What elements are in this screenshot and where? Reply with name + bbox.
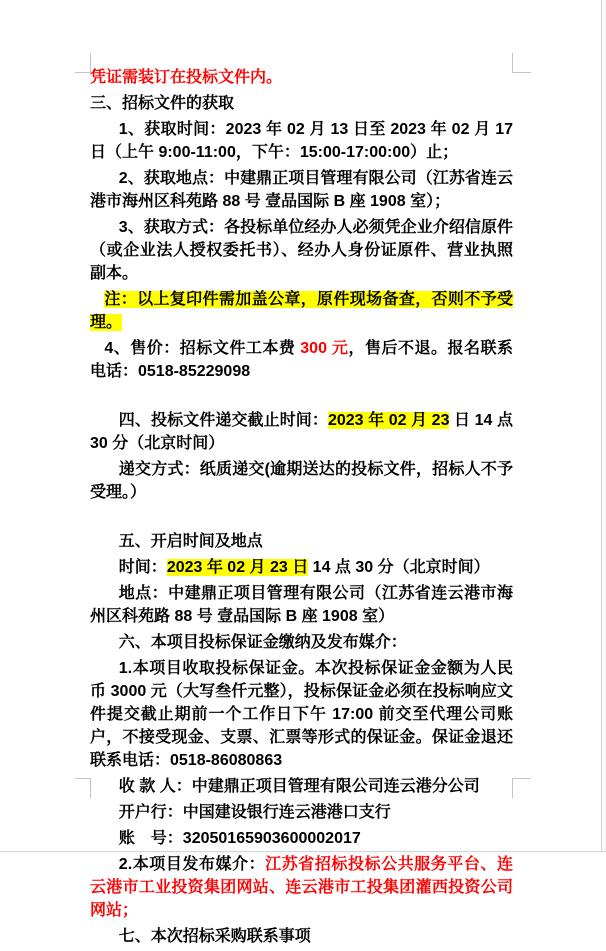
- text-run: 账 号：32050165903600002017: [118, 830, 361, 847]
- paragraph-item-3-3: [90, 216, 513, 285]
- paragraph-open-time: [90, 556, 513, 579]
- paragraph-account-number: [90, 827, 513, 850]
- text-run: 四、投标文件递交截止时间：: [118, 412, 328, 429]
- text-run: 六、本项目投标保证金缴纳及发布媒介：: [118, 634, 407, 651]
- paragraph-item-3-1: [90, 118, 513, 164]
- text-run: ，售后不退。报名联系电话：0518-85229098: [90, 340, 513, 380]
- highlighted-text: 2023 年 02 月 23 日: [166, 559, 309, 576]
- document-body[interactable]: [90, 66, 513, 951]
- paragraph-section-3-heading: [90, 92, 513, 115]
- text-boundary-mark-bottom-right: [512, 778, 531, 798]
- paragraph-section-4-deadline: [90, 409, 513, 455]
- paragraph-binding-note: [90, 66, 513, 89]
- text-boundary-mark-top-left: [75, 53, 91, 73]
- text-run: 3、获取方式：各投标单位经办人必须凭企业介绍信原件（或企业法人授权委托书）、经办人身份证原件、营业执照副本。: [90, 219, 513, 282]
- red-emphasis-text: 300 元: [300, 340, 349, 357]
- page-edge-right: [601, 0, 606, 854]
- paragraph-copy-note: [90, 288, 513, 334]
- text-run: 三、招标文件的获取: [90, 95, 235, 112]
- text-boundary-mark-bottom-left: [75, 778, 91, 798]
- text-run: 收 款 人：中建鼎正项目管理有限公司连云港分公司: [118, 778, 480, 795]
- text-boundary-mark-top-right: [512, 53, 531, 73]
- red-emphasis-text: 江苏省招标投标公共服务平台、连云港市工业投资集团网站、连云港市工投集团灌西投资公司网站；: [90, 856, 513, 919]
- paragraph-section-6-heading: [90, 631, 513, 654]
- text-run: 时间：: [118, 559, 167, 576]
- text-run: 2、获取地点：中建鼎正项目管理有限公司（江苏省连云港市海州区科苑路 88 号 壹品国际 B 座 1908 室）；: [90, 170, 513, 210]
- paragraph-item-3-4: [90, 337, 513, 383]
- paragraph-section-5-heading: [90, 530, 513, 553]
- text-run: 4、售价：招标文件工本费: [104, 340, 301, 357]
- text-run: 1、获取时间：2023 年 02 月 13 日至 2023 年 02 月 17 日（上午 9:00-11:00，下午：15:00-17:00:00）止；: [90, 121, 513, 161]
- paragraph-publish-media: [90, 853, 513, 922]
- paragraph-open-place: [90, 582, 513, 628]
- text-run: 五、开启时间及地点: [118, 533, 263, 550]
- highlighted-text: 2023 年 02 月 23: [327, 412, 450, 429]
- text-run: 14 点 30 分（北京时间）: [308, 559, 490, 576]
- paragraph-payee: [90, 775, 513, 798]
- paragraph-item-3-2: [90, 167, 513, 213]
- text-run: 开户行：中国建设银行连云港港口支行: [118, 804, 391, 821]
- highlighted-text: 注：以上复印件需加盖公章，原件现场备查，否则不予受理。: [90, 291, 513, 331]
- red-emphasis-text: 凭证需装订在投标文件内。: [90, 69, 283, 86]
- text-run: 地点：中建鼎正项目管理有限公司（江苏省连云港市海州区科苑路 88 号 壹品国际 B 座 1908 室）: [90, 585, 513, 625]
- text-run: 递交方式：纸质递交(逾期送达的投标文件，招标人不予受理。）: [90, 461, 513, 501]
- text-run: 2.本项目发布媒介：: [118, 856, 266, 873]
- paragraph-section-7-heading: [90, 925, 513, 948]
- text-run: 1.本项目收取投标保证金。本次投标保证金金额为人民币 3000 元（大写叁仟元整），投标保证金必须在投标响应文件提交截止期前一个工作日下午 17:00 前交至代理公司账户，不接受现金、支票、汇票等形式的保证金。保证金退还联系电话：0518-86080863: [90, 660, 513, 769]
- paragraph-deposit-terms: [90, 657, 513, 772]
- text-run: 七、本次招标采购联系事项: [118, 928, 311, 945]
- paragraph-delivery-method: [90, 458, 513, 504]
- paragraph-bank: [90, 801, 513, 824]
- text-run: 日 14 点 30 分（北京时间）: [90, 412, 513, 452]
